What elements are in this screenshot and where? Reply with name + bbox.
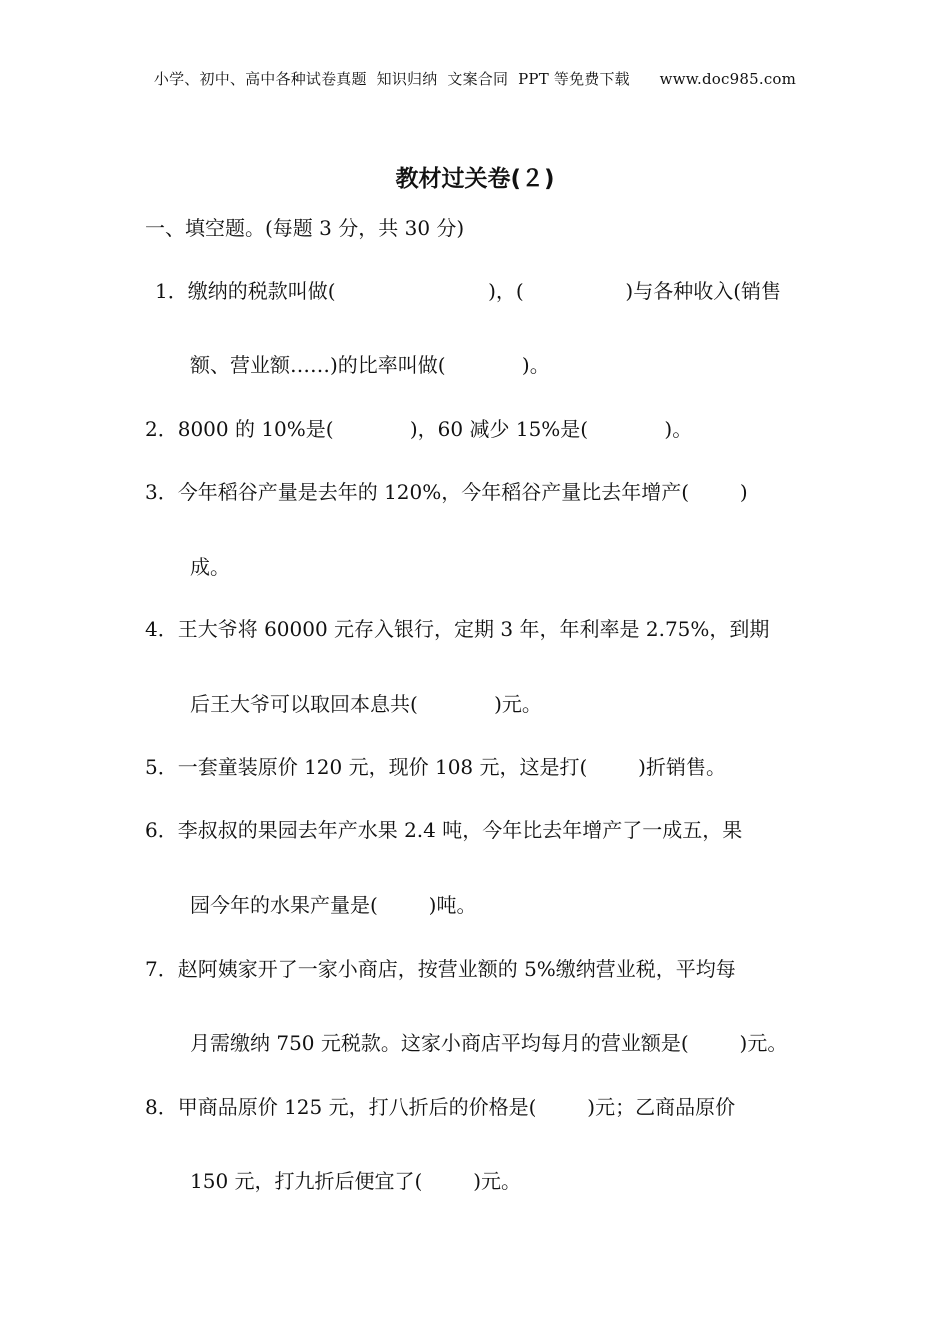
question-7-line-2: 月需缴纳 750 元税款。这家小商店平均每月的营业额是( )元。	[190, 1031, 788, 1055]
page-title: 教材过关卷(２)	[395, 166, 555, 192]
question-8-line-1: 8．甲商品原价 125 元，打八折后的价格是( )元；乙商品原价	[145, 1095, 736, 1119]
question-8-line-2: 150 元，打九折后便宜了( )元。	[190, 1169, 521, 1193]
question-7-line-1: 7．赵阿姨家开了一家小商店，按营业额的 5%缴纳营业税，平均每	[145, 957, 736, 981]
page-header: 小学、初中、高中各种试卷真题 知识归纳 文案合同 PPT 等免费下载 www.doc985.com	[153, 70, 797, 88]
question-1-line-1: 1．缴纳的税款叫做( )，( )与各种收入(销售	[155, 279, 782, 303]
question-6-line-1: 6．李叔叔的果园去年产水果 2.4 吨，今年比去年增产了一成五，果	[145, 818, 743, 842]
question-5-line-1: 5．一套童装原价 120 元，现价 108 元，这是打( )折销售。	[145, 755, 726, 779]
question-6-line-2: 园今年的水果产量是( )吨。	[190, 893, 477, 917]
question-3-line-1: 3．今年稻谷产量是去年的 120%，今年稻谷产量比去年增产( )	[145, 480, 748, 504]
question-1-line-2: 额、营业额……)的比率叫做( )。	[190, 353, 550, 377]
question-3-line-2: 成。	[190, 555, 230, 579]
section-heading: 一、填空题。(每题 3 分，共 30 分)	[145, 216, 465, 240]
question-2-line-1: 2．8000 的 10%是( )，60 减少 15%是( )。	[145, 417, 693, 441]
question-4-line-2: 后王大爷可以取回本息共( )元。	[190, 692, 542, 716]
question-4-line-1: 4．王大爷将 60000 元存入银行，定期 3 年，年利率是 2.75%，到期	[145, 617, 770, 641]
